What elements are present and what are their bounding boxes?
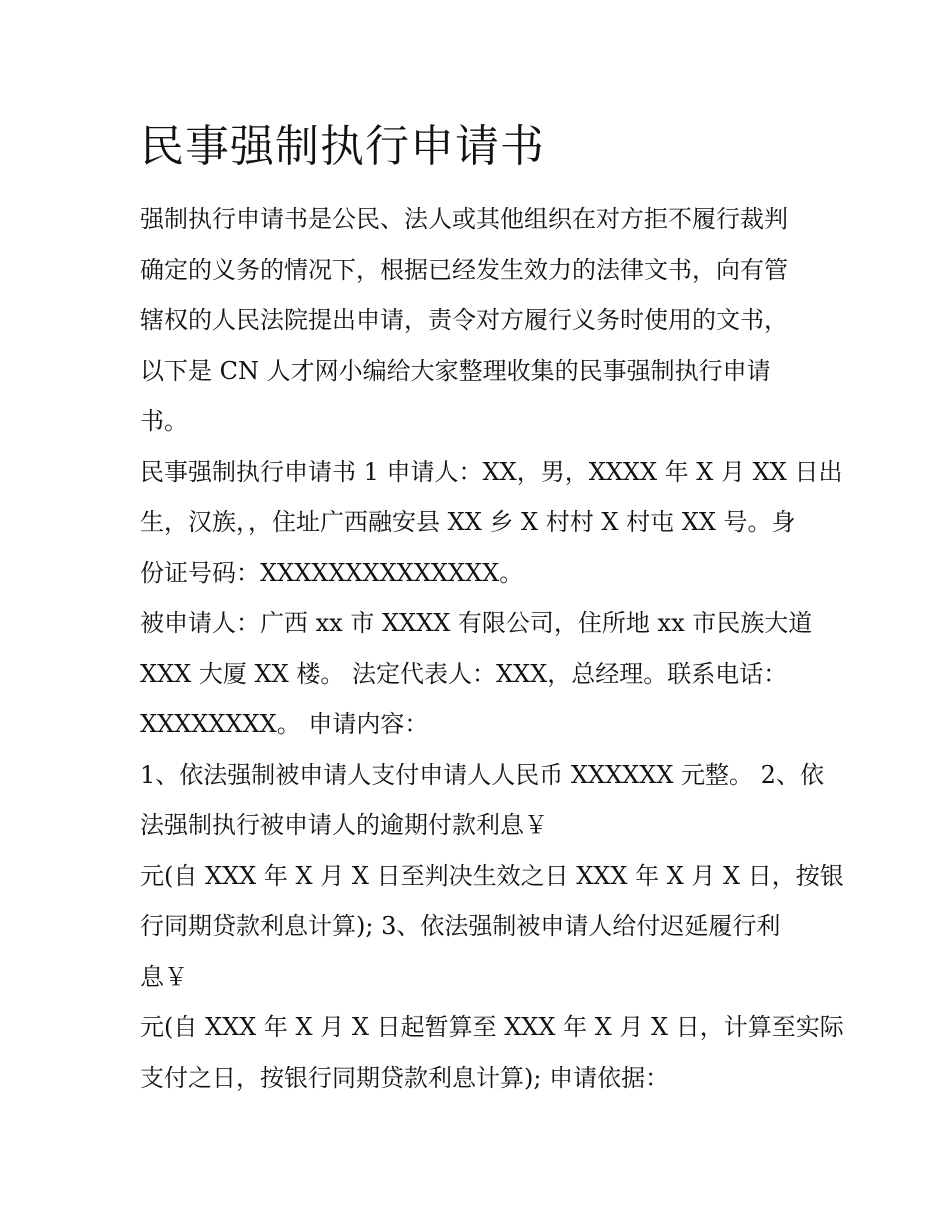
body-line: 元(自 XXX 年 X 月 X 日至判决生效之日 XXX 年 X 月 X 日，按银 <box>140 861 844 890</box>
document-title: 民事强制执行申请书 <box>140 121 545 172</box>
body-line: 辖权的人民法院提出申请，责令对方履行义务时使用的文书， <box>140 306 788 334</box>
body-line: 确定的义务的情况下，根据已经发生效力的法律文书，向有管 <box>140 255 788 284</box>
body-line: 强制执行申请书是公民、法人或其他组织在对方拒不履行裁判 <box>140 205 788 233</box>
body-line: 书。 <box>140 407 188 435</box>
body-line: 被申请人：广西 xx 市 XXXX 有限公司，住所地 xx 市民族大道 <box>140 609 813 637</box>
body-line: 元(自 XXX 年 X 月 X 日起暂算至 XXX 年 X 月 X 日，计算至实际 <box>140 1013 844 1041</box>
body-line: 1、依法强制被申请人支付申请人人民币 XXXXXX 元整。 2、依 <box>140 760 824 789</box>
body-line: 息￥ <box>140 962 188 991</box>
body-line: 生，汉族，，住址广西融安县 XX 乡 X 村村 X 村屯 XX 号。身 <box>140 508 796 536</box>
body-line: XXXXXXXX。 申请内容： <box>140 710 429 738</box>
body-line: 支付之日，按银行同期贷款利息计算); 申请依据： <box>140 1063 670 1092</box>
body-line: 民事强制执行申请书 1 申请人：XX，男，XXXX 年 X 月 XX 日出 <box>140 457 843 486</box>
body-line: 行同期贷款利息计算); 3、依法强制被申请人给付迟延履行利 <box>140 912 781 940</box>
body-line: XXX 大厦 XX 楼。 法定代表人：XXX，总经理。联系电话： <box>140 659 788 688</box>
body-line: 以下是 CN 人才网小编给大家整理收集的民事强制执行申请 <box>140 356 771 385</box>
body-line: 法强制执行被申请人的逾期付款利息￥ <box>140 811 548 839</box>
body-line: 份证号码：XXXXXXXXXXXXXX。 <box>140 558 524 587</box>
document-body <box>140 194 844 1103</box>
document-page <box>140 112 844 1103</box>
